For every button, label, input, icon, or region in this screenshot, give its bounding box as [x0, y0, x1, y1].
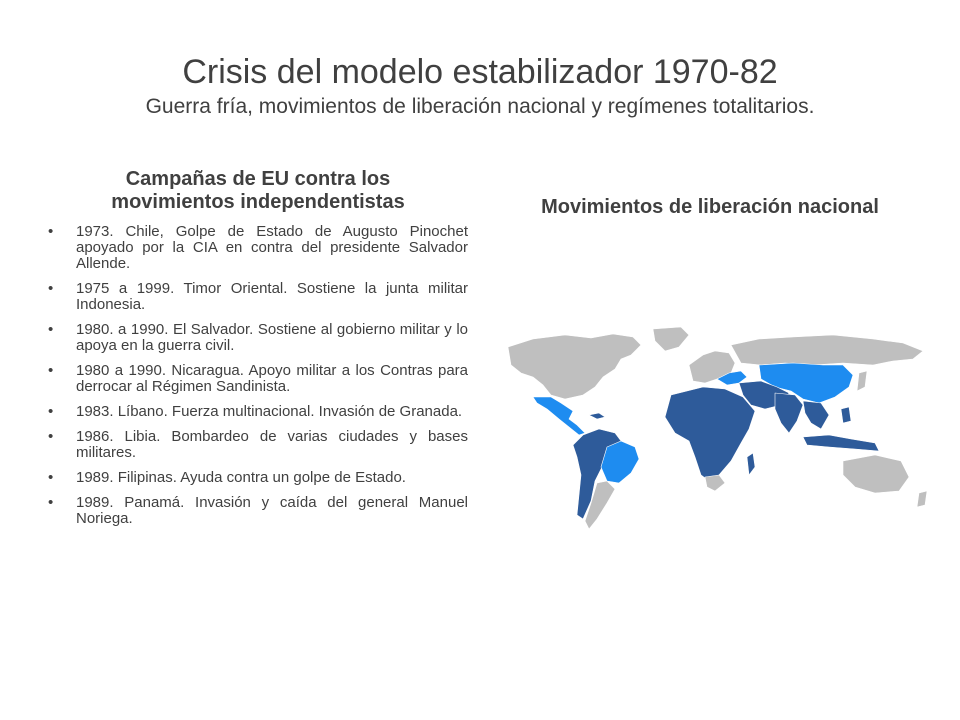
right-column	[490, 196, 930, 219]
south-africa-shape	[705, 475, 725, 491]
bullet-dot-icon: •	[48, 469, 54, 486]
bullet-item	[48, 470, 468, 486]
philippines-shape	[841, 407, 851, 423]
bullet-dot-icon: •	[48, 321, 54, 338]
bullet-dot-icon: •	[48, 223, 54, 240]
bullet-text: 1989. Filipinas. Ayuda contra un golpe de Estado.	[76, 469, 406, 486]
africa-shape	[665, 387, 755, 481]
bullet-text: 1980 a 1990. Nicaragua. Apoyo militar a los Contras para derrocar al Régimen Sandinista.	[76, 362, 468, 395]
north-america-shape	[508, 334, 641, 399]
slide-title: Crisis del modelo estabilizador 1970-82	[182, 53, 778, 91]
brazil-shape	[601, 441, 639, 483]
bullet-dot-icon: •	[48, 280, 54, 297]
bullet-text: 1986. Libia. Bombardeo de varias ciudades y bases militares.	[76, 428, 468, 461]
world-map	[503, 325, 933, 535]
bullet-item	[48, 495, 468, 527]
bullet-item	[48, 322, 468, 354]
indonesia-shape	[803, 435, 879, 451]
left-column-heading	[48, 168, 468, 214]
bullet-dot-icon: •	[48, 428, 54, 445]
title-block	[0, 52, 960, 120]
bullet-item	[48, 404, 468, 420]
bullet-dot-icon: •	[48, 494, 54, 511]
bullet-text: 1975 a 1999. Timor Oriental. Sostiene la junta militar Indonesia.	[76, 280, 468, 313]
bullet-item	[48, 363, 468, 395]
caribbean-shape	[589, 413, 605, 419]
madagascar-shape	[747, 453, 755, 475]
bullet-text: 1983. Líbano. Fuerza multinacional. Invasión de Granada.	[76, 403, 463, 420]
southeast-asia-shape	[803, 401, 829, 429]
left-heading-line1: Campañas de EU contra los	[125, 168, 391, 190]
russia-shape	[731, 335, 923, 365]
bullet-item	[48, 281, 468, 313]
bullet-text: 1980. a 1990. El Salvador. Sostiene al gobierno militar y lo apoya en la guerra civil.	[76, 321, 468, 354]
mexico-shape	[533, 397, 585, 435]
bullet-item	[48, 429, 468, 461]
greenland-shape	[653, 327, 689, 351]
bullet-list	[48, 224, 468, 527]
left-column	[48, 168, 468, 536]
australia-shape	[843, 455, 909, 493]
bullet-text: 1973. Chile, Golpe de Estado de Augusto Pinochet apoyado por la CIA en contra del presidente Salvador Allende.	[76, 223, 468, 272]
world-map-svg	[503, 325, 933, 535]
left-heading-line2: movimientos independentistas	[111, 191, 405, 213]
india-shape	[775, 393, 803, 433]
bullet-text: 1989. Panamá. Invasión y caída del general Manuel Noriega.	[76, 494, 468, 527]
right-column-heading: Movimientos de liberación nacional	[541, 196, 879, 218]
slide-subtitle: Guerra fría, movimientos de liberación nacional y regímenes totalitarios.	[145, 95, 815, 118]
new-zealand-shape	[917, 491, 927, 507]
bullet-dot-icon: •	[48, 403, 54, 420]
bullet-dot-icon: •	[48, 362, 54, 379]
japan-shape	[857, 371, 867, 391]
bullet-item	[48, 224, 468, 272]
